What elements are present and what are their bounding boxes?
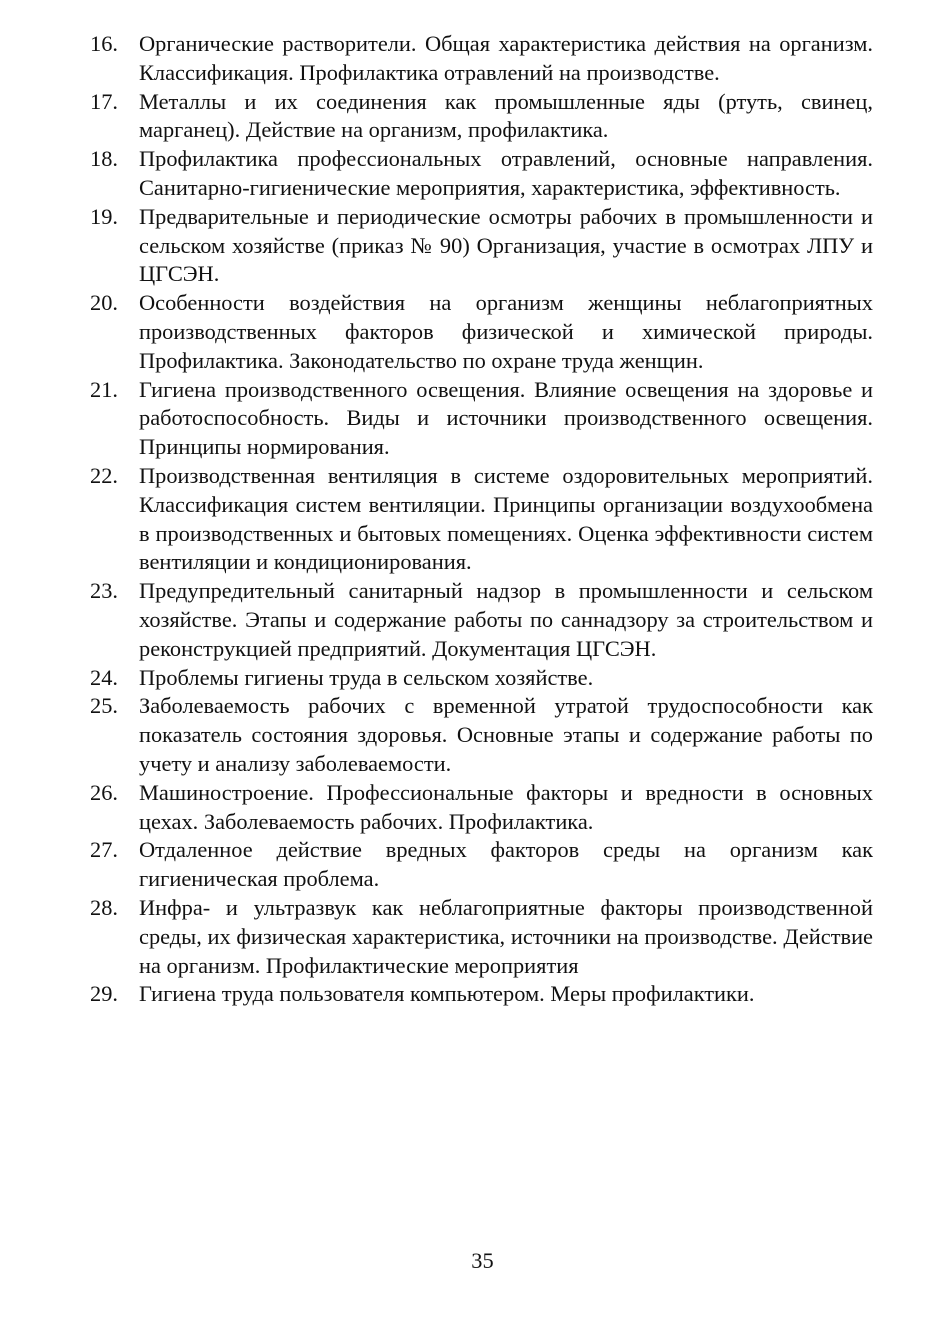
list-item xyxy=(90,203,873,289)
item-number: 20. xyxy=(90,290,118,316)
item-text: Особенности воздействия на организм женщины неблагоприятных производственных факторов физической и химической природы. Профилактика. Законодательство по охране труда женщин. xyxy=(139,290,873,373)
item-text: Предупредительный санитарный надзор в промышленности и сельском хозяйстве. Этапы и содержание работы по саннадзору за строительством и реконструкцией предприятий. Документация ЦГСЭН. xyxy=(139,578,873,661)
item-text: Профилактика профессиональных отравлений, основные направления. Санитарно-гигиенические мероприятия, характеристика, эффективность. xyxy=(139,146,873,200)
item-number: 28. xyxy=(90,894,118,920)
list-item xyxy=(90,577,873,663)
page-number: 35 xyxy=(471,1248,494,1273)
item-text: Гигиена производственного освещения. Влияние освещения на здоровье и работоспособность. Виды и источники производственного освещения. Принципы нормирования. xyxy=(139,376,873,460)
list-item xyxy=(90,30,873,88)
item-number: 27. xyxy=(90,837,118,863)
list-item xyxy=(90,836,873,894)
list-item xyxy=(90,376,873,462)
item-text: Машиностроение. Профессиональные факторы и вредности в основных цехах. Заболеваемость рабочих. Профилактика. xyxy=(139,779,873,834)
item-text: Предварительные и периодические осмотры рабочих в промышленности и сельском хозяйстве (приказ № 90) Организация, участие в осмотрах ЛПУ и ЦГСЭН. xyxy=(139,203,873,287)
item-number: 19. xyxy=(90,203,118,229)
item-number: 26. xyxy=(90,779,118,805)
item-number: 29. xyxy=(90,981,118,1007)
item-text: Производственная вентиляция в системе оздоровительных мероприятий. Классификация систем вентиляции. Принципы организации воздухообмена в производственных и бытовых помещениях. Оценка эффективности систем вентиляции и кондиционирования. xyxy=(139,462,873,575)
item-number: 21. xyxy=(90,376,118,402)
item-number: 16. xyxy=(90,31,118,56)
item-number: 23. xyxy=(90,578,118,604)
list-item xyxy=(90,462,873,577)
list-item xyxy=(90,664,873,693)
item-number: 17. xyxy=(90,88,118,114)
list-item xyxy=(90,980,873,1009)
item-number: 22. xyxy=(90,462,118,488)
item-text: Инфра- и ультразвук как неблагоприятные факторы производственной среды, их физическая характеристика, источники на производстве. Действие на организм. Профилактические мероприятия xyxy=(139,894,873,978)
item-text: Заболеваемость рабочих с временной утратой трудоспособности как показатель состояния здоровья. Основные этапы и содержание работы по учету и анализу заболеваемости. xyxy=(139,693,873,776)
item-number: 18. xyxy=(90,146,118,172)
item-text: Проблемы гигиены труда в сельском хозяйстве. xyxy=(139,664,594,690)
item-text: Отдаленное действие вредных факторов среды на организм как гигиеническая проблема. xyxy=(139,837,873,892)
item-number: 24. xyxy=(90,664,118,690)
list-item xyxy=(90,894,873,980)
list-item xyxy=(90,88,873,146)
item-text: Органические растворители. Общая характеристика действия на организм. Классификация. Профилактика отравлений на производстве. xyxy=(139,31,873,85)
list-item xyxy=(90,289,873,375)
list-item xyxy=(90,692,873,778)
item-number: 25. xyxy=(90,693,118,719)
item-text: Металлы и их соединения как промышленные яды (ртуть, свинец, марганец). Действие на организм, профилактика. xyxy=(139,88,873,143)
question-list xyxy=(90,30,873,1009)
item-text: Гигиена труда пользователя компьютером. Меры профилактики. xyxy=(139,981,755,1007)
list-item xyxy=(90,779,873,837)
list-item xyxy=(90,145,873,203)
